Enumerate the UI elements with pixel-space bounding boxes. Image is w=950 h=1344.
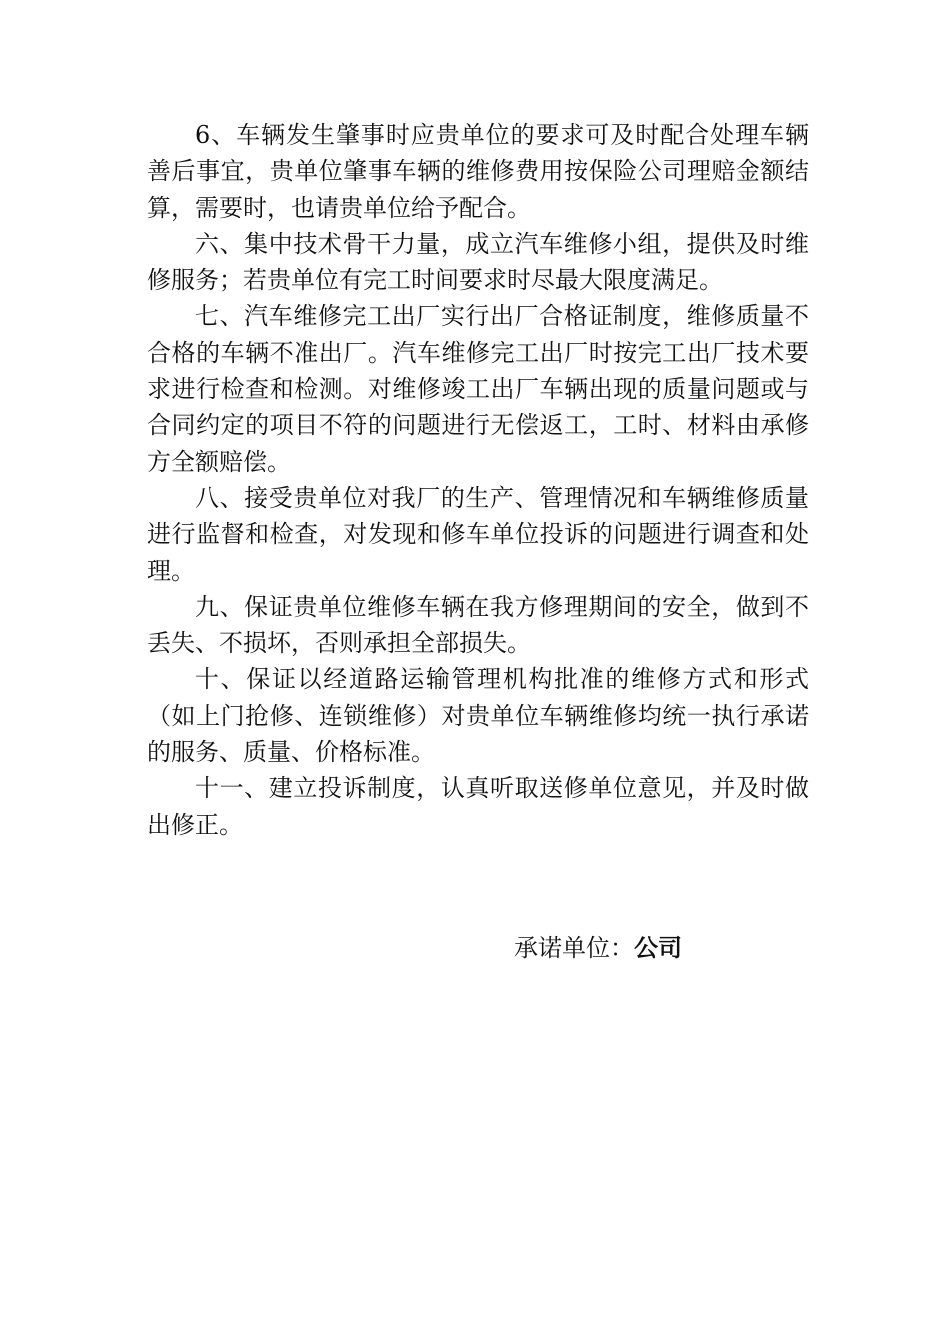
paragraph-item-6: 6、车辆发生肇事时应贵单位的要求可及时配合处理车辆善后事宜，贵单位肇事车辆的维修费用按保险公司理赔金额结算，需要时，也请贵单位给予配合。 [147, 121, 809, 222]
document-body [147, 117, 809, 843]
paragraph-section-10: 十、保证以经道路运输管理机构批准的维修方式和形式（如上门抢修、连锁维修）对贵单位车辆维修均统一执行承诺的服务、质量、价格标准。 [147, 665, 809, 767]
signature-company: 公司 [634, 934, 682, 962]
paragraph-section-6: 六、集中技术骨干力量，成立汽车维修小组，提供及时维修服务；若贵单位有完工时间要求时尽最大限度满足。 [147, 229, 809, 295]
paragraph-section-9: 九、保证贵单位维修车辆在我方修理期间的安全，做到不丢失、不损坏，否则承担全部损失。 [147, 592, 809, 658]
paragraph-section-11: 十一、建立投诉制度，认真听取送修单位意见，并及时做出修正。 [147, 774, 809, 839]
signature-line [514, 930, 682, 966]
signature-label: 承诺单位： [514, 934, 634, 962]
paragraph-section-7: 七、汽车维修完工出厂实行出厂合格证制度，维修质量不合格的车辆不准出厂。汽车维修完工出厂时按完工出厂技术要求进行检查和检测。对维修竣工出厂车辆出现的质量问题或与合同约定的项目不符的问题进行无偿返工，工时、材料由承修方全额赔偿。 [147, 302, 809, 476]
paragraph-section-8: 八、接受贵单位对我厂的生产、管理情况和车辆维修质量进行监督和检查，对发现和修车单位投诉的问题进行调查和处理。 [147, 483, 809, 585]
